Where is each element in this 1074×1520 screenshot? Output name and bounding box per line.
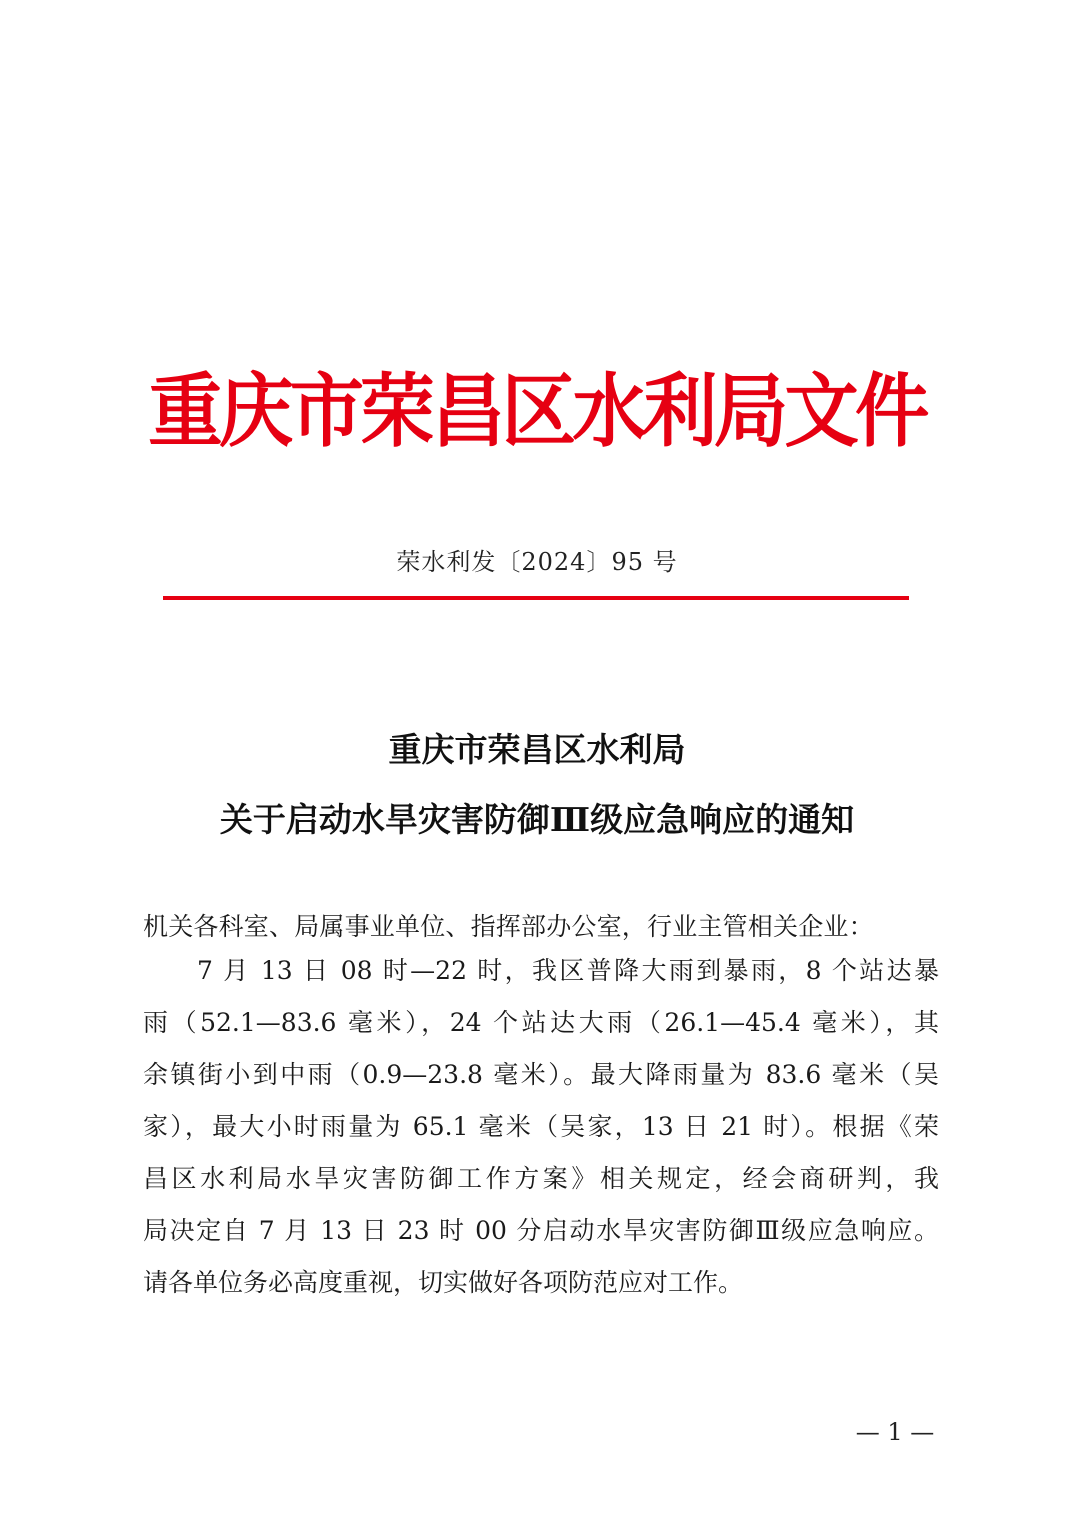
body-text-line: 请各单位务必高度重视，切实做好各项防范应对工作。 — [143, 1268, 744, 1297]
document-title-line-2: 关于启动水旱灾害防御Ⅲ级应急响应的通知 — [219, 800, 855, 839]
document-masthead: 重庆市荣昌区水利局文件 — [148, 365, 926, 458]
body-text-line: 昌区水利局水旱灾害防御工作方案》相关规定，经会商研判，我 — [143, 1164, 939, 1193]
addressee-line: 机关各科室、局属事业单位、指挥部办公室，行业主管相关企业： — [143, 912, 874, 941]
body-text-line: 家），最大小时雨量为 65.1 毫米（吴家，13 日 21 时）。根据《荣 — [143, 1112, 939, 1141]
body-text-line: 7 月 13 日 08 时—22 时，我区普降大雨到暴雨，8 个站达暴 — [197, 956, 939, 985]
body-text-line: 局决定自 7 月 13 日 23 时 00 分启动水旱灾害防御Ⅲ级应急响应。 — [143, 1216, 939, 1245]
document-title-line-1: 重庆市荣昌区水利局 — [388, 730, 686, 769]
page-number: — 1 — — [855, 1418, 935, 1446]
document-number: 荣水利发〔2024〕95 号 — [396, 548, 678, 576]
body-text-line: 雨（52.1—83.6 毫米），24 个站达大雨（26.1—45.4 毫米），其 — [143, 1008, 939, 1037]
body-text-line: 余镇街小到中雨（0.9—23.8 毫米）。最大降雨量为 83.6 毫米（吴 — [143, 1060, 939, 1089]
red-divider-rule — [163, 596, 909, 600]
